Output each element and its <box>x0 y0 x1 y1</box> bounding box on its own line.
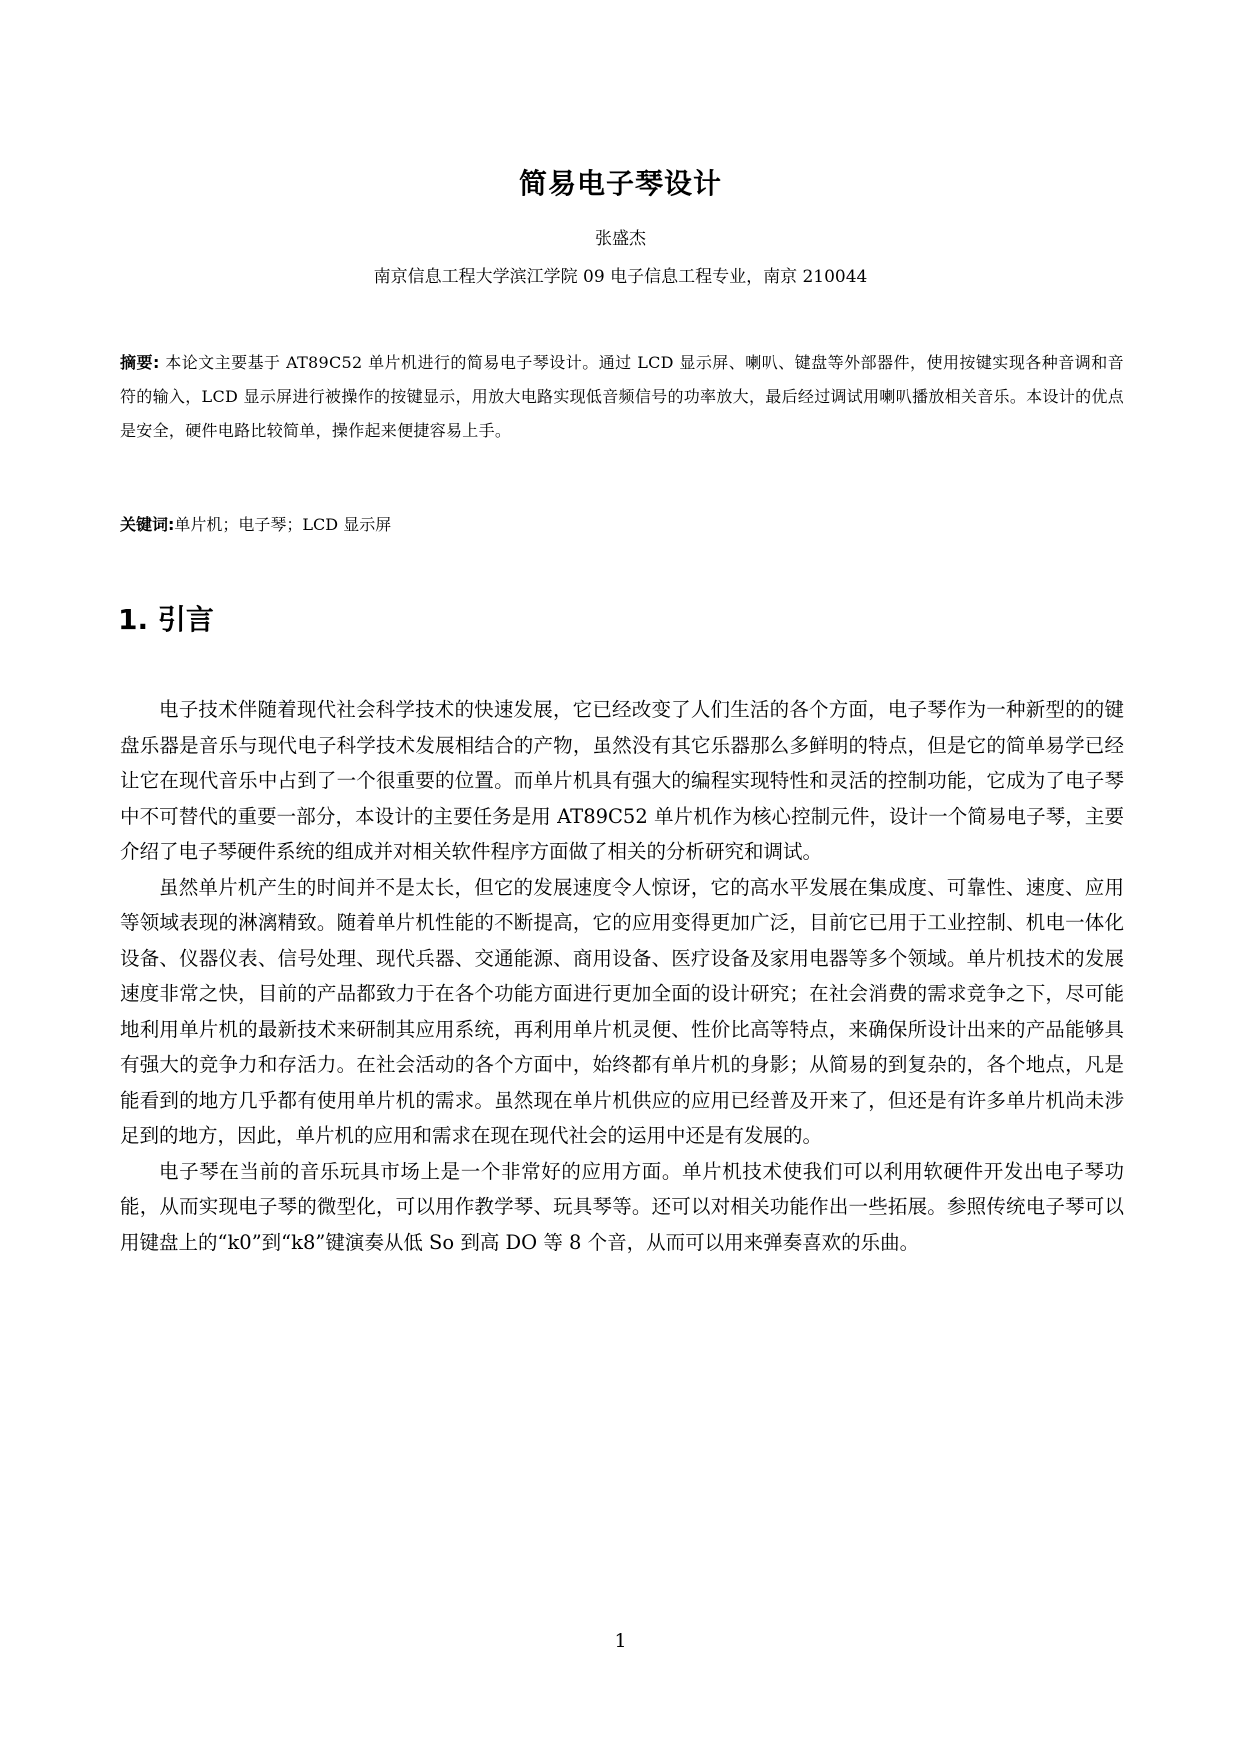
author-name: 张盛杰 <box>595 229 646 249</box>
author-affiliation: 南京信息工程大学滨江学院 09 电子信息工程专业，南京 210044 <box>373 267 868 287</box>
keywords <box>120 508 1124 542</box>
abstract <box>120 346 1124 448</box>
keywords-label: 关键词: <box>120 515 175 534</box>
paragraph-2: 虽然单片机产生的时间并不是太长，但它的发展速度令人惊讶，它的高水平发展在集成度、可靠性、速度、应用等领域表现的淋漓精致。随着单片机性能的不断提高，它的应用变得更加广泛，目前它已用于工业控制、机电一体化设备、仪器仪表、信号处理、现代兵器、交通能源、商用设备、医疗设备及家用电器等多个领域。单片机技术的发展速度非常之快，目前的产品都致力于在各个功能方面进行更加全面的设计研究；在社会消费的需求竞争之下，尽可能地利用单片机的最新技术来研制其应用系统，再利用单片机灵便、性价比高等特点，来确保所设计出来的产品能够具有强大的竞争力和存活力。在社会活动的各个方面中，始终都有单片机的身影；从简易的到复杂的，各个地点，凡是能看到的地方几乎都有使用单片机的需求。虽然现在单片机供应的应用已经普及开来了，但还是有许多单片机尚未涉足到的地方，因此，单片机的应用和需求在现在现代社会的运用中还是有发展的。 <box>120 875 1124 1147</box>
paragraph-1: 电子技术伴随着现代社会科学技术的快速发展，它已经改变了人们生活的各个方面，电子琴作为一种新型的的键盘乐器是音乐与现代电子科学技术发展相结合的产物，虽然没有其它乐器那么多鲜明的特点，但是它的简单易学已经让它在现代音乐中占到了一个很重要的位置。而单片机具有强大的编程实现特性和灵活的控制功能，它成为了电子琴中不可替代的重要一部分，本设计的主要任务是用 AT89C52 单片机作为核心控制元件，设计一个简易电子琴，主要介绍了电子琴硬件系统的组成并对相关软件程序方面做了相关的分析研究和调试。 <box>120 698 1124 863</box>
abstract-label: 摘要: <box>120 353 160 372</box>
keywords-text: 单片机；电子琴；LCD 显示屏 <box>174 515 392 534</box>
paper-title: 简易电子琴设计 <box>518 167 722 200</box>
section-heading-introduction: 1. 引言 <box>118 603 214 636</box>
abstract-text: 本论文主要基于 AT89C52 单片机进行的简易电子琴设计。通过 LCD 显示屏、喇叭、键盘等外部器件，使用按键实现各种音调和音符的输入，LCD 显示屏进行被操作的按键显示，用放大电路实现低音频信号的功率放大，最后经过调试用喇叭播放相关音乐。本设计的优点是安全，硬件电路比较简单，操作起来便捷容易上手。 <box>120 353 1124 440</box>
paragraph-3: 电子琴在当前的音乐玩具市场上是一个非常好的应用方面。单片机技术使我们可以利用软硬件开发出电子琴功能，从而实现电子琴的微型化，可以用作教学琴、玩具琴等。还可以对相关功能作出一些拓展。参照传统电子琴可以用键盘上的“k0”到“k8”键演奏从低 So 到高 DO 等 8 个音，从而可以用来弹奏喜欢的乐曲。 <box>120 1159 1124 1254</box>
introduction-body <box>120 692 1124 1260</box>
page-number: 1 <box>614 1630 627 1652</box>
